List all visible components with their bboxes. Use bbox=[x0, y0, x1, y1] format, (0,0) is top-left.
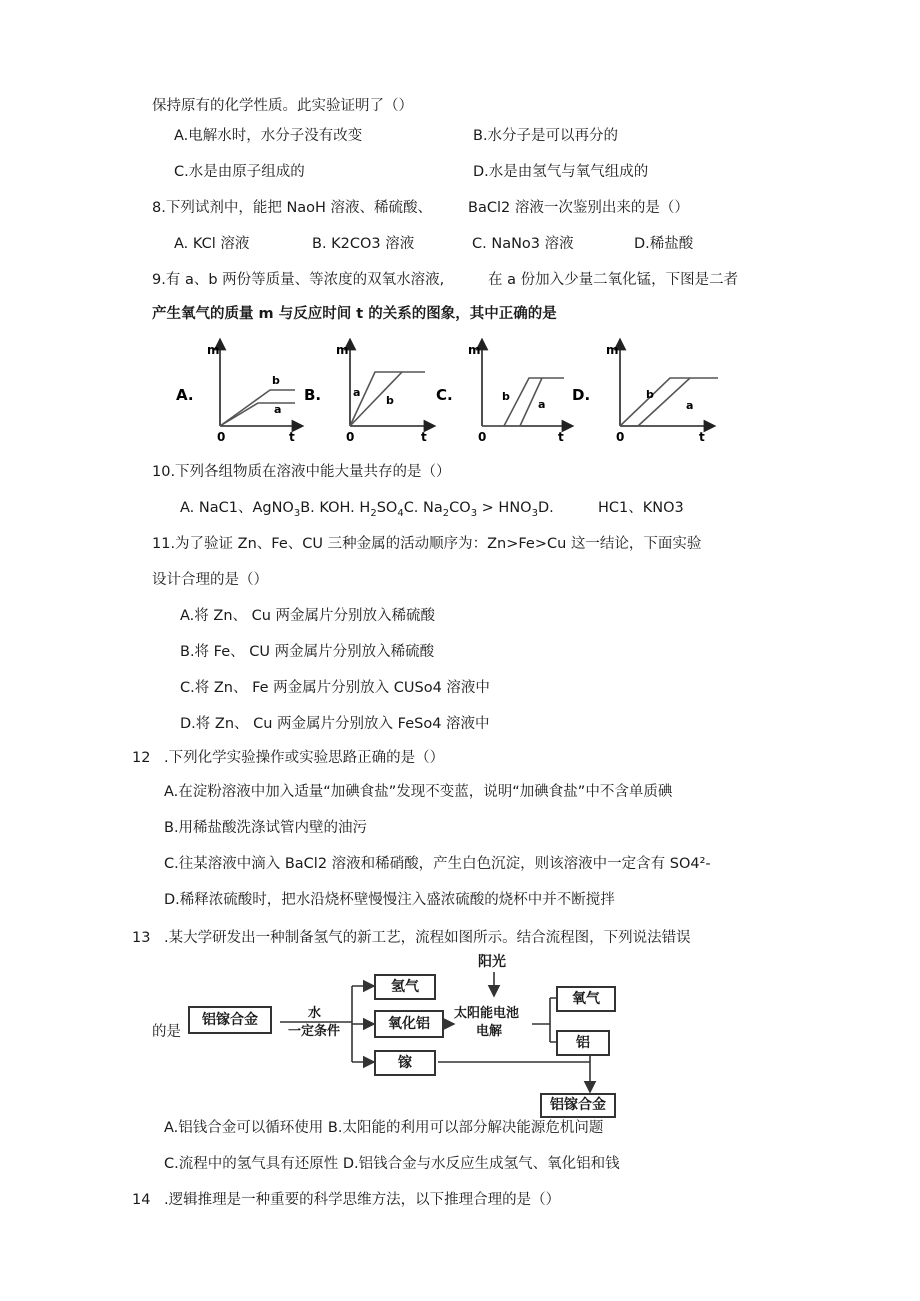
q9-graphs bbox=[170, 334, 740, 454]
flow-gallium: 镓 bbox=[374, 1050, 436, 1076]
flow-water-label: 水 bbox=[308, 1006, 322, 1021]
q10-options-abc: A. NaC1、AgNO$_3$B. KOH. $H_2SO_4C$. $Na_2CO_3 > HNO_3D$. bbox=[180, 500, 554, 519]
q11-option-d: D.将 Zn、 Cu 两金属片分别放入 FeSo4 溶液中 bbox=[180, 716, 490, 732]
flow-solar-cell: 太阳能电池 bbox=[454, 1006, 520, 1021]
graph-d bbox=[572, 343, 718, 444]
q7-option-a: A.电解水时，水分子没有改变 bbox=[174, 128, 363, 144]
graph-a-origin: 0 bbox=[217, 430, 226, 444]
graph-c-line-b: b bbox=[502, 390, 510, 403]
graph-c-y-axis-label: m bbox=[468, 343, 481, 357]
graph-a-x-axis-label: t bbox=[289, 430, 295, 444]
graph-a-line-a: a bbox=[274, 403, 282, 416]
graph-b-y-axis-label: m bbox=[336, 343, 349, 357]
q10-stem: 10.下列各组物质在溶液中能大量共存的是（） bbox=[152, 464, 451, 480]
q11-option-c: C.将 Zn、 Fe 两金属片分别放入 CUSo4 溶液中 bbox=[180, 680, 490, 696]
q8-option-b: B. K2CO3 溶液 bbox=[312, 236, 415, 252]
q11-option-b: B.将 Fe、 CU 两金属片分别放入稀硫酸 bbox=[180, 644, 435, 660]
graph-c bbox=[436, 343, 568, 444]
q8-option-d: D.稀盐酸 bbox=[634, 236, 694, 252]
q12-option-c: C.往某溶液中滴入 BaCl2 溶液和稀硝酸，产生白色沉淀，则该溶液中一定含有 SO4²- bbox=[164, 856, 711, 872]
graph-c-line-a: a bbox=[538, 398, 546, 411]
graph-a bbox=[176, 343, 298, 444]
graph-c-x-axis-label: t bbox=[558, 430, 564, 444]
graph-b-x-axis-label: t bbox=[421, 430, 427, 444]
q11-stem-line2: 设计合理的是（） bbox=[152, 572, 268, 588]
q12-stem: .下列化学实验操作或实验思路正确的是（） bbox=[164, 750, 445, 766]
q7-option-b: B.水分子是可以再分的 bbox=[473, 128, 619, 144]
graph-c-origin: 0 bbox=[478, 430, 487, 444]
q7-stem-continued: 保持原有的化学性质。此实验证明了（） bbox=[152, 98, 413, 114]
graph-b bbox=[304, 343, 430, 444]
q13-options-ab: A.铝钱合金可以循环使用 B.太阳能的利用可以部分解决能源危机问题 bbox=[164, 1120, 604, 1136]
graph-d-origin: 0 bbox=[616, 430, 625, 444]
q8-option-c: C. NaNo3 溶液 bbox=[472, 236, 574, 252]
graph-d-line-a: a bbox=[686, 399, 694, 412]
flow-start-alloy: 铝镓合金 bbox=[188, 1006, 272, 1034]
q9-stem-line2: 产生氧气的质量 m 与反应时间 t 的关系的图象，其中正确的是 bbox=[152, 306, 557, 322]
graph-c-label: C. bbox=[436, 386, 453, 404]
q12-number: 12 bbox=[132, 750, 151, 766]
q13-stem-end: 的是 bbox=[152, 1024, 181, 1040]
q13-options-cd: C.流程中的氢气具有还原性 D.铝钱合金与水反应生成氢气、氧化铝和钱 bbox=[164, 1156, 620, 1172]
q13-stem: .某大学研发出一种制备氢气的新工艺，流程如图所示。结合流程图，下列说法错误 bbox=[164, 930, 691, 946]
flow-aluminum: 铝 bbox=[556, 1030, 610, 1056]
q11-stem: 11.为了验证 Zn、Fe、CU 三种金属的活动顺序为：Zn>Fe>Cu 这一结论，下面实验 bbox=[152, 536, 702, 552]
q8-stem: 8.下列试剂中，能把 NaoH 溶液、稀硫酸、 bbox=[152, 200, 433, 216]
q12-option-d: D.稀释浓硫酸时，把水沿烧杯壁慢慢注入盛浓硫酸的烧杯中并不断搅拌 bbox=[164, 892, 615, 908]
q12-option-a: A.在淀粉溶液中加入适量“加碘食盐”发现不变蓝，说明“加碘食盐”中不含单质碘 bbox=[164, 784, 673, 800]
graph-d-y-axis-label: m bbox=[606, 343, 619, 357]
graph-b-label: B. bbox=[304, 386, 322, 404]
graph-a-line-b: b bbox=[272, 374, 280, 387]
flow-alumina: 氧化铝 bbox=[374, 1010, 444, 1038]
flow-oxygen: 氧气 bbox=[556, 986, 616, 1012]
flow-electrolysis: 电解 bbox=[476, 1024, 503, 1039]
q14-number: 14 bbox=[132, 1192, 151, 1208]
q8-stem-continued: BaCl2 溶液一次鉴别出来的是（） bbox=[468, 200, 689, 216]
q11-option-a: A.将 Zn、 Cu 两金属片分别放入稀硫酸 bbox=[180, 608, 436, 624]
graph-d-line-b: b bbox=[646, 388, 654, 401]
graph-d-label: D. bbox=[572, 386, 591, 404]
q7-option-d: D.水是由氢气与氧气组成的 bbox=[473, 164, 649, 180]
graph-b-line-b: b bbox=[386, 394, 394, 407]
q12-option-b: B.用稀盐酸洗涤试管内壁的油污 bbox=[164, 820, 368, 836]
graph-b-origin: 0 bbox=[346, 430, 355, 444]
graph-b-line-a: a bbox=[353, 386, 361, 399]
q14-stem: .逻辑推理是一种重要的科学思维方法，以下推理合理的是（） bbox=[164, 1192, 561, 1208]
q10-option-d: HC1、KNO3 bbox=[598, 500, 684, 516]
q8-option-a: A. KCl 溶液 bbox=[174, 236, 250, 252]
flow-condition-label: 一定条件 bbox=[288, 1024, 341, 1039]
q7-option-c: C.水是由原子组成的 bbox=[174, 164, 305, 180]
graph-d-x-axis-label: t bbox=[699, 430, 705, 444]
flow-hydrogen: 氢气 bbox=[374, 974, 436, 1000]
graph-a-label: A. bbox=[176, 386, 194, 404]
flow-sunlight-label: 阳光 bbox=[478, 954, 506, 970]
q9-stem: 9.有 a、b 两份等质量、等浓度的双氧水溶液, bbox=[152, 272, 445, 288]
q13-number: 13 bbox=[132, 930, 151, 946]
graph-a-y-axis-label: m bbox=[207, 343, 220, 357]
q9-stem-continued: 在 a 份加入少量二氧化锰，下图是二者 bbox=[488, 272, 739, 288]
flow-end-alloy: 铝镓合金 bbox=[540, 1093, 616, 1118]
